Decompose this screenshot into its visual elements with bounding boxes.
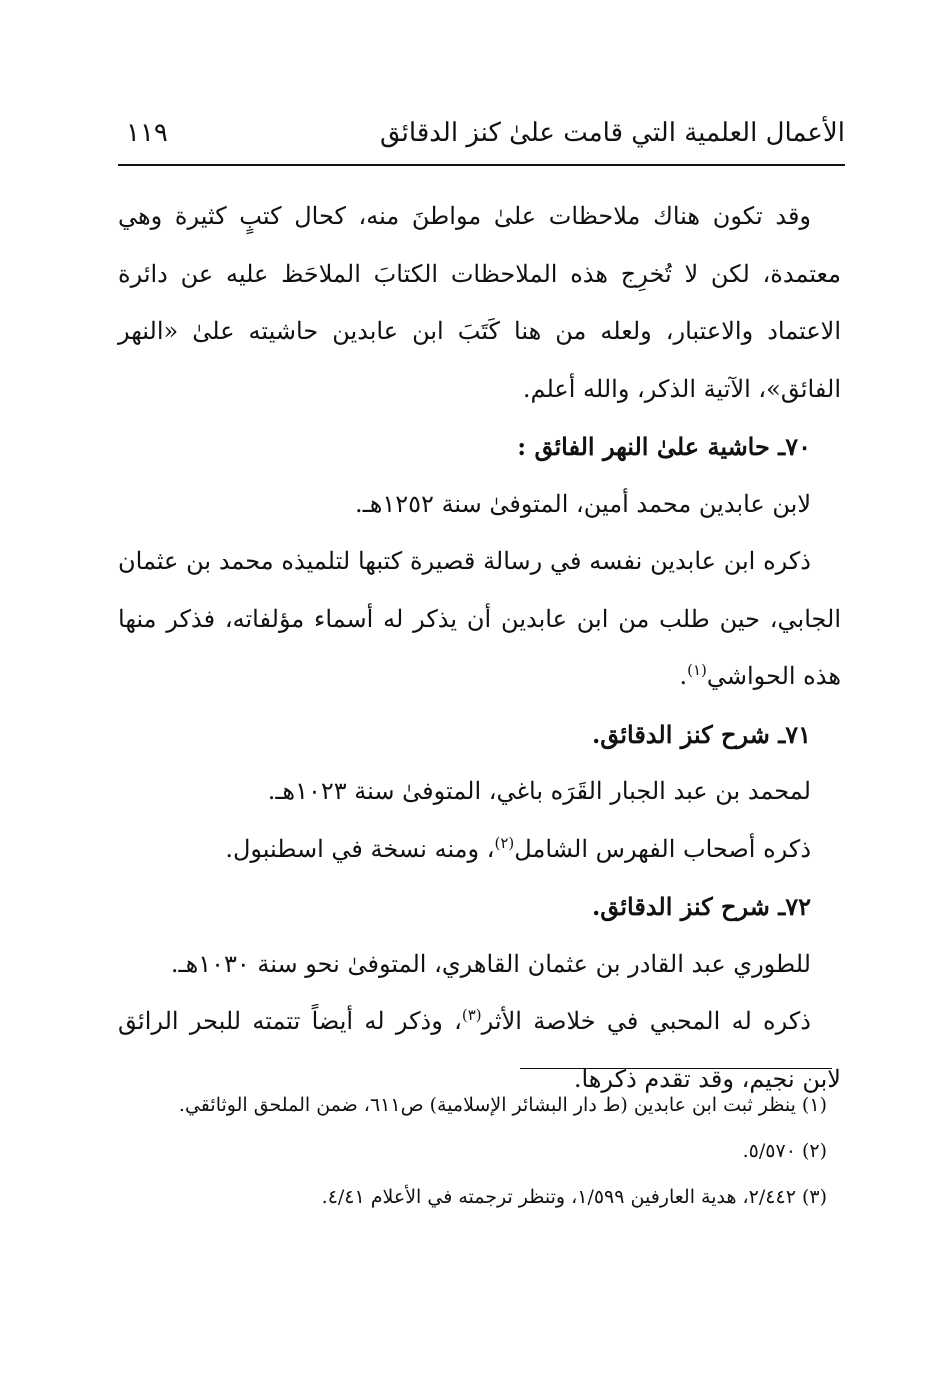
footnote-2: (٢) ٥/٥٧٠. (742, 1140, 827, 1162)
footnote-1: (١) ينظر ثبت ابن عابدين (ط دار البشائر الإسلامية) ص٦١١، ضمن الملحق الوثائقي. (178, 1094, 827, 1116)
paragraph-71 (118, 821, 841, 879)
section-heading-72: ٧٢ـ شرح كنز الدقائق. (591, 892, 811, 921)
page-number: ١١٩ (126, 118, 168, 148)
footnote-separator (520, 1068, 832, 1069)
paragraph-text: ذكره ابن عابدين نفسه في رسالة قصيرة كتبها لتلميذه محمد بن عثمان الجابي، حين طلب من ابن عابدين أن يذكر له أسماء مؤلفاته، فذكر منها هذه الحواشي (118, 547, 841, 690)
footnote-ref-3[interactable]: (٣) (461, 1006, 482, 1024)
author-line-70: لابن عابدين محمد أمين، المتوفىٰ سنة ١٢٥٢هـ. (355, 489, 811, 518)
paragraph-70 (118, 533, 841, 706)
section-heading-71: ٧١ـ شرح كنز الدقائق. (591, 719, 811, 749)
paragraph-text: ذكره أصحاب الفهرس الشامل (514, 834, 811, 863)
paragraph-text: ذكره له المحبي في خلاصة الأثر (481, 1007, 811, 1035)
author-line-71: لمحمد بن عبد الجبار القَرَه باغي، المتوفىٰ سنة ١٠٢٣هـ. (267, 777, 811, 805)
running-header (118, 112, 845, 166)
paragraph: وقد تكون هناك ملاحظات علىٰ مواطنَ منه، كحال كتبٍ كثيرة وهي معتمدة، لكن لا تُخرِج هذه الملاحظات الكتابَ الملاحَظ عليه عن دائرة الاعتماد والاعتبار، ولعله من هنا كَتَبَ ابن عابدين حاشيته علىٰ «النهر الفائق»، الآتية الذكر، والله أعلم. (118, 202, 841, 403)
paragraph-text: . (679, 662, 688, 690)
running-title: الأعمال العلمية التي قامت علىٰ كنز الدقائق (379, 118, 845, 148)
author-line-72: للطوري عبد القادر بن عثمان القاهري، المتوفىٰ نحو سنة ١٠٣٠هـ. (170, 949, 811, 978)
footnote-3: (٣) ٢/٤٤٢، هدية العارفين ١/٥٩٩، وتنظر ترجمته في الأعلام ٤/٤١. (321, 1186, 827, 1208)
footnotes (118, 1082, 841, 1220)
paragraph-text: ، ومنه نسخة في اسطنبول. (225, 834, 495, 863)
paragraph-text: ، وذكر له أيضاً تتمته للبحر الرائق لابن نجيم، وقد تقدم ذكرها. (118, 1007, 841, 1093)
footnote-ref-2[interactable]: (٢) (494, 833, 515, 852)
section-heading-70: ٧٠ـ حاشية علىٰ النهر الفائق : (517, 432, 811, 461)
main-text (118, 188, 841, 1108)
footnote-ref-1[interactable]: (١) (687, 661, 707, 679)
